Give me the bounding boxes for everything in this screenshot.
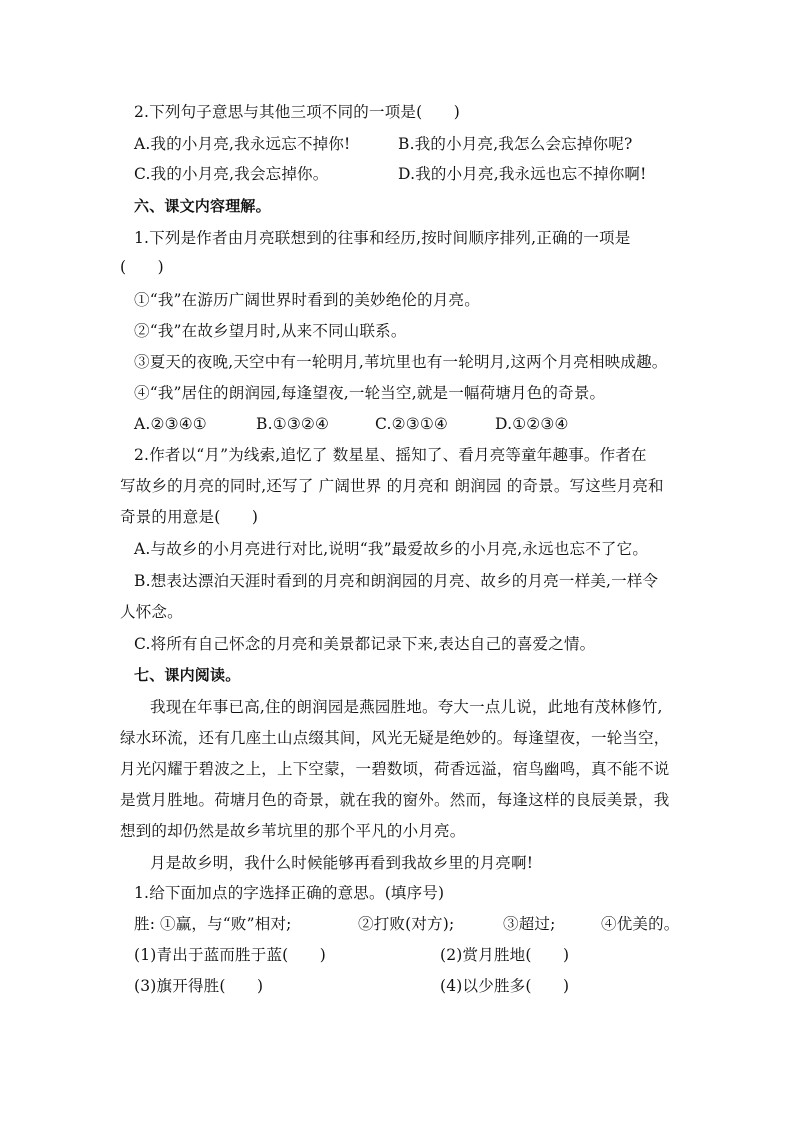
meaning-item: ①赢，与“败”相对; <box>160 915 292 933</box>
sub-question: (3)旗开得胜( ) <box>134 977 264 995</box>
sub-question: (2)赏月胜地( ) <box>440 946 570 964</box>
section-heading: 七、课内阅读。 <box>134 666 241 684</box>
list-item: ③夏天的夜晚,天空中有一轮明月,苇坑里也有一轮明月,这两个月亮相映成趣。 <box>134 353 668 371</box>
meaning-item: ③超过; <box>503 915 556 933</box>
answer-blank: ( ) <box>120 258 164 276</box>
option-b: B.①③②④ <box>256 415 330 433</box>
option-c: C.②③①④ <box>375 415 449 433</box>
option-a: A.我的小月亮,我永远忘不掉你! <box>134 135 351 153</box>
option-a: A.②③④① <box>134 415 207 433</box>
option-d: D.我的小月亮,我永远也忘不掉你啊! <box>398 165 647 183</box>
option-a: A.与故乡的小月亮进行对比,说明“我”最爱故乡的小月亮,永远也忘不了它。 <box>134 540 649 558</box>
section-heading: 六、课文内容理解。 <box>134 197 271 215</box>
option-b: B.想表达漂泊天涯时看到的月亮和朗润园的月亮、故乡的月亮一样美,一样令 <box>134 572 659 590</box>
list-item: ①“我”在游历广阔世界时看到的美妙绝伦的月亮。 <box>134 291 480 309</box>
question-stem: 1.下列是作者由月亮联想到的往事和经历,按时间顺序排列,正确的一项是 <box>134 229 631 247</box>
question-stem: 2.下列句子意思与其他三项不同的一项是( ) <box>134 103 460 121</box>
sub-question: (1)青出于蓝而胜于蓝( ) <box>134 946 327 964</box>
list-item: ②“我”在故乡望月时,从来不同山联系。 <box>134 322 407 340</box>
option-b: 人怀念。 <box>120 603 183 621</box>
passage-line: 月光闪耀于碧波之上，上下空蒙，一碧数顷，荷香远溢，宿鸟幽鸣，真不能不说 <box>120 760 670 778</box>
meaning-item: ②打败(对方); <box>358 915 455 933</box>
question-stem: 1.给下面加点的字选择正确的意思。(填序号) <box>134 884 445 902</box>
meanings-label: 胜: <box>134 915 156 933</box>
passage-line: 绿水环流，还有几座土山点缀其间，风光无疑是绝妙的。每逢望夜，一轮当空， <box>120 729 670 747</box>
question-stem: 2.作者以“月”为线索,追忆了 数星星、摇知了、看月亮等童年趣事。作者在 <box>134 446 647 464</box>
option-c: C.我的小月亮,我会忘掉你。 <box>134 165 329 183</box>
question-stem: 奇景的用意是( ) <box>120 508 259 526</box>
passage-line: 想到的却仍然是故乡苇坑里的那个平凡的小月亮。 <box>120 822 466 840</box>
sub-question: (4)以少胜多( ) <box>440 977 570 995</box>
option-b: B.我的小月亮,我怎么会忘掉你呢? <box>398 135 633 153</box>
question-stem: 写故乡的月亮的同时,还写了 广阔世界 的月亮和 朗润园 的奇景。写这些月亮和 <box>120 477 664 495</box>
passage-line: 月是故乡明，我什么时候能够再看到我故乡里的月亮啊! <box>150 854 534 872</box>
list-item: ④“我”居住的朗润园,每逢望夜,一轮当空,就是一幅荷塘月色的奇景。 <box>134 384 606 402</box>
passage-line: 我现在年事已高,住的朗润园是燕园胜地。夸大一点儿说，此地有茂林修竹, <box>150 698 663 716</box>
option-c: C.将所有自己怀念的月亮和美景都记录下来,表达自己的喜爱之情。 <box>134 635 596 653</box>
option-d: D.①②③④ <box>495 415 569 433</box>
meaning-item: ④优美的。 <box>601 915 680 933</box>
passage-line: 是赏月胜地。荷塘月色的奇景，就在我的窗外。然而，每逢这样的良辰美景，我 <box>120 791 670 809</box>
